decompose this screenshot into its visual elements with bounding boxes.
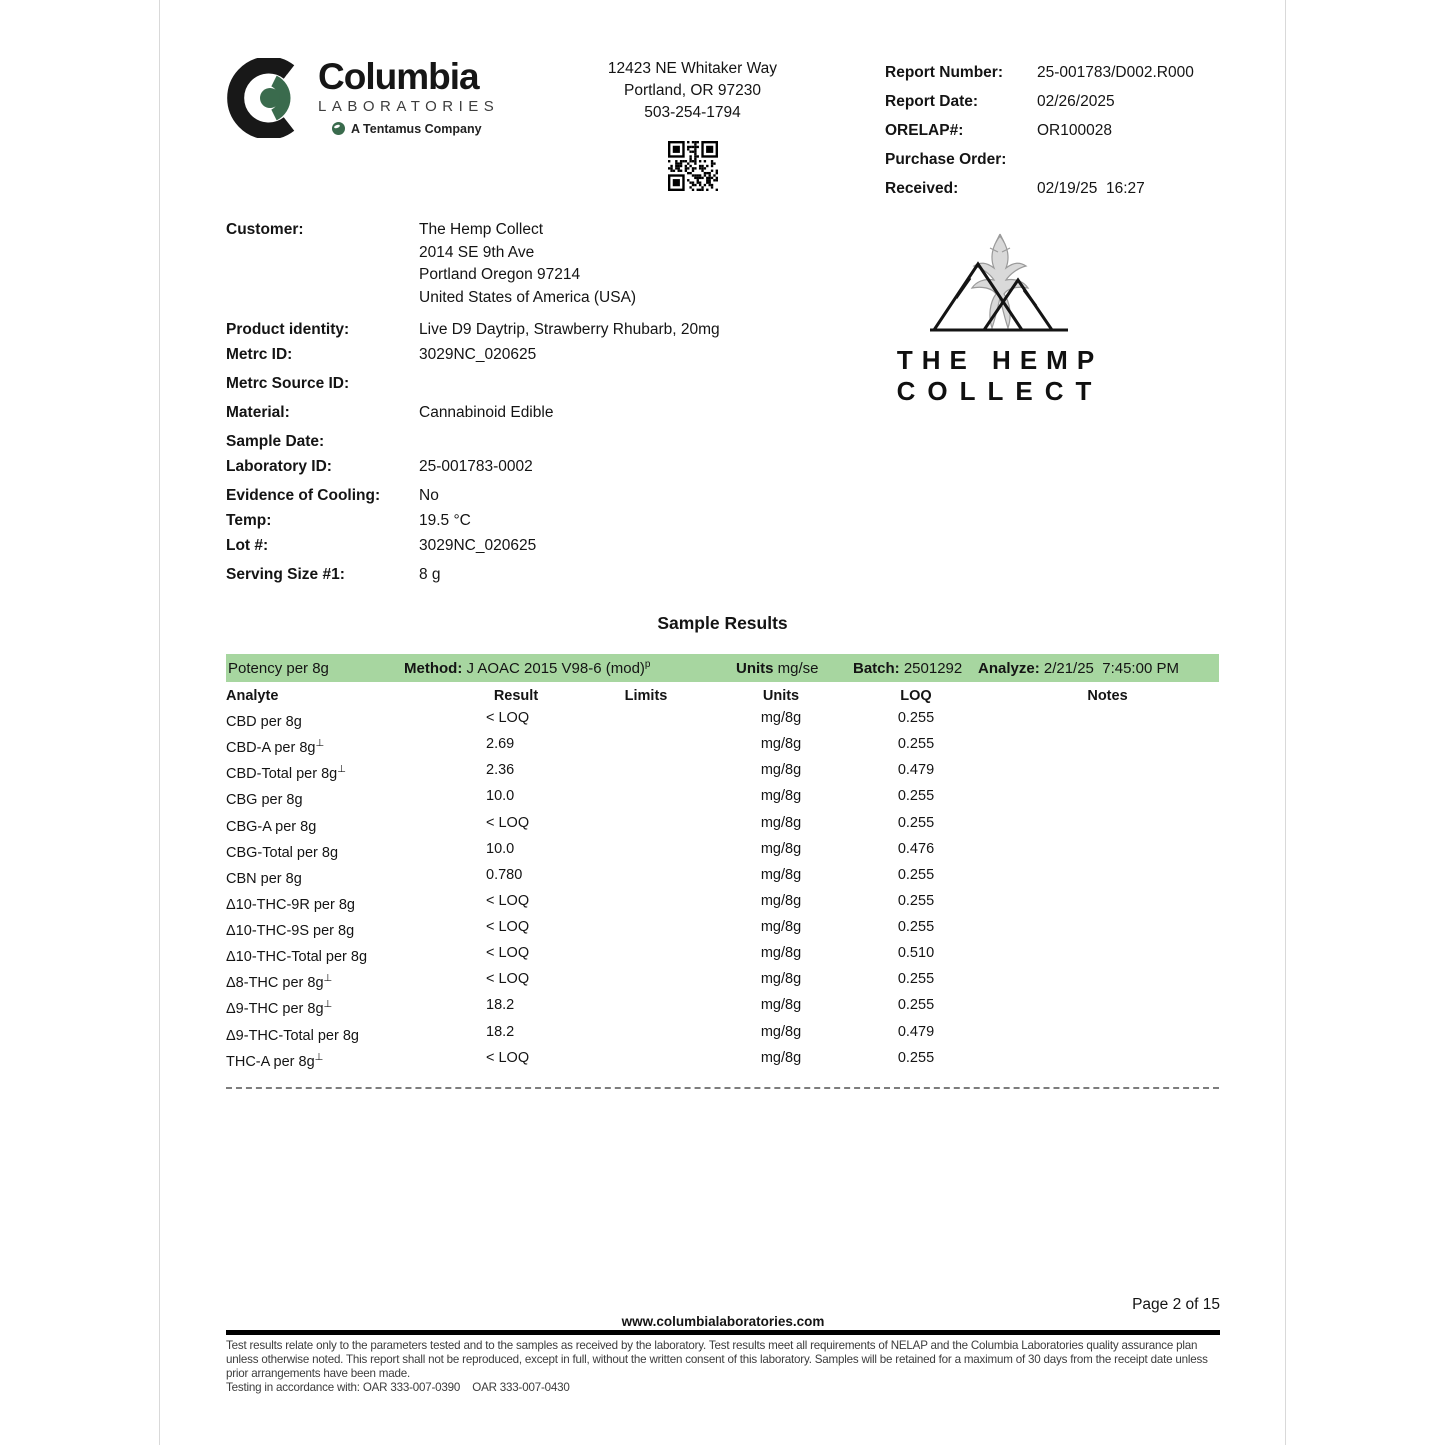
report-info-label: Received: <box>885 180 959 197</box>
hemp-logo-line2: COLLECT <box>896 376 1104 407</box>
units-cell: mg/8g <box>760 736 802 753</box>
notes-cell <box>996 733 1219 759</box>
logo-subtitle: LABORATORIES <box>318 97 500 115</box>
report-info-row <box>885 116 1219 145</box>
detail-field-label: Metrc ID: <box>226 346 293 363</box>
report-info-value: 02/26/2025 <box>1037 93 1115 110</box>
notes-cell <box>996 785 1219 811</box>
analyte-cell: CBD per 8g <box>226 713 302 730</box>
col-result: Result <box>493 688 539 704</box>
notes-cell <box>996 864 1219 890</box>
customer-address-line: 2014 SE 9th Ave <box>419 243 535 261</box>
loq-cell: 0.255 <box>897 919 935 935</box>
units-cell: mg/8g <box>760 762 802 779</box>
notes-cell <box>996 1021 1219 1047</box>
result-cell: < LOQ <box>486 919 530 935</box>
address-line: 503-254-1794 <box>644 104 741 121</box>
notes-cell <box>996 838 1219 864</box>
detail-field-label: Material: <box>226 404 290 421</box>
lab-address <box>526 58 859 203</box>
detail-field-value: 3029NC_020625 <box>419 346 537 363</box>
table-row <box>226 994 1219 1020</box>
address-line: Portland, OR 97230 <box>623 82 761 99</box>
col-notes: Notes <box>1087 688 1128 704</box>
units-cell: mg/8g <box>760 866 802 883</box>
notes-cell <box>996 1047 1219 1073</box>
loq-cell: 0.255 <box>897 710 935 726</box>
notes-cell <box>996 968 1219 994</box>
analyte-cell: Δ10-THC-Total per 8g <box>226 948 368 965</box>
units-cell: mg/8g <box>760 840 802 857</box>
result-cell: 18.2 <box>486 1023 515 1040</box>
table-row <box>226 838 1219 864</box>
limits-cell <box>566 864 726 890</box>
report-info-row <box>885 58 1219 87</box>
limits-cell <box>566 812 726 838</box>
detail-field-label: Product identity: <box>226 321 350 338</box>
detail-field-label: Laboratory ID: <box>226 458 332 475</box>
report-info <box>859 58 1219 203</box>
loq-cell: 0.476 <box>897 840 935 857</box>
potency-band <box>226 654 1219 682</box>
notes-cell <box>996 994 1219 1020</box>
report-info-label: Report Number: <box>885 64 1003 81</box>
table-row <box>226 707 1219 733</box>
notes-cell <box>996 916 1219 942</box>
col-loq: LOQ <box>900 688 932 704</box>
detail-field-row <box>226 508 1219 533</box>
loq-cell: 0.510 <box>897 945 935 962</box>
hemp-mountain-icon <box>920 327 1080 344</box>
limits-cell <box>566 1047 726 1073</box>
col-units: Units <box>762 688 800 704</box>
logo-name: Columbia <box>318 56 479 97</box>
limits-cell <box>566 1021 726 1047</box>
report-info-label: Purchase Order: <box>885 151 1007 168</box>
notes-cell <box>996 942 1219 968</box>
result-cell: < LOQ <box>486 710 530 726</box>
units-cell: mg/8g <box>760 814 802 831</box>
band-title: Potency per 8g <box>228 659 329 677</box>
website-link: www.columbialaboratories.com <box>621 1314 825 1329</box>
result-cell: 10.0 <box>486 840 515 857</box>
table-row <box>226 785 1219 811</box>
dashed-divider <box>226 1087 1219 1089</box>
analyte-cell: THC-A per 8g⊥ <box>226 1051 324 1070</box>
band-units: Units mg/se <box>736 659 819 677</box>
result-cell: 18.2 <box>486 997 515 1014</box>
result-cell: 2.36 <box>486 762 515 779</box>
detail-field-value: 19.5 °C <box>419 512 471 529</box>
result-cell: < LOQ <box>486 892 530 909</box>
customer-address-line: Portland Oregon 97214 <box>419 266 581 283</box>
footer-accordance: Testing in accordance with: OAR 333-007-0390 OAR 333-007-0430 <box>226 1381 570 1395</box>
result-cell: 0.780 <box>486 866 523 883</box>
analyte-cell: CBD-A per 8g⊥ <box>226 738 325 756</box>
units-cell: mg/8g <box>760 997 802 1014</box>
units-cell: mg/8g <box>760 971 802 988</box>
col-limits: Limits <box>624 688 668 704</box>
footer-rule <box>226 1330 1220 1335</box>
analyte-cell: Δ10-THC-9R per 8g <box>226 896 355 913</box>
detail-field-value: No <box>419 487 439 504</box>
analyte-cell: CBG per 8g <box>226 792 303 809</box>
analyte-cell: Δ9-THC-Total per 8g <box>226 1027 359 1044</box>
limits-cell <box>566 942 726 968</box>
result-cell: < LOQ <box>486 1049 530 1066</box>
detail-field-row <box>226 454 1219 479</box>
loq-cell: 0.255 <box>897 892 935 909</box>
detail-field-value: 3029NC_020625 <box>419 537 537 554</box>
detail-field-label: Lot #: <box>226 537 269 554</box>
tentamus-globe-icon <box>332 122 345 135</box>
detail-field-row <box>226 533 1219 558</box>
address-lines <box>526 58 859 124</box>
report-info-value: OR100028 <box>1037 122 1112 139</box>
results-table-body <box>226 707 1219 1073</box>
customer-address-line: The Hemp Collect <box>419 221 544 238</box>
loq-cell: 0.255 <box>897 788 935 805</box>
table-row <box>226 759 1219 785</box>
detail-field-value: Live D9 Daytrip, Strawberry Rhubarb, 20mg <box>419 321 720 338</box>
table-row <box>226 733 1219 759</box>
band-analyze: Analyze: 2/21/25 7:45:00 PM <box>978 659 1179 677</box>
table-row <box>226 916 1219 942</box>
units-cell: mg/8g <box>760 945 802 962</box>
table-row <box>226 1047 1219 1073</box>
analyte-cell: Δ9-THC per 8g⊥ <box>226 999 333 1018</box>
units-cell: mg/8g <box>760 710 802 726</box>
units-cell: mg/8g <box>760 1049 802 1066</box>
loq-cell: 0.479 <box>897 762 935 779</box>
hemp-collect-logo <box>875 228 1125 407</box>
results-table-header <box>226 682 1219 707</box>
detail-field-row <box>226 483 1219 508</box>
analyte-cell: CBG-A per 8g <box>226 818 317 835</box>
result-cell: < LOQ <box>486 814 530 831</box>
units-cell: mg/8g <box>760 1023 802 1040</box>
units-cell: mg/8g <box>760 892 802 909</box>
units-cell: mg/8g <box>760 788 802 805</box>
limits-cell <box>566 890 726 916</box>
table-row <box>226 890 1219 916</box>
result-cell: < LOQ <box>486 945 530 962</box>
analyte-cell: Δ10-THC-9S per 8g <box>226 922 355 939</box>
detail-field-row <box>226 562 1219 587</box>
col-analyte: Analyte <box>226 688 279 704</box>
report-info-row <box>885 87 1219 116</box>
report-info-row <box>885 174 1219 203</box>
detail-field-value: 8 g <box>419 566 441 583</box>
limits-cell <box>566 707 726 733</box>
table-row <box>226 942 1219 968</box>
columbia-emblem-icon <box>226 58 310 143</box>
limits-cell <box>566 733 726 759</box>
detail-field-value: 25-001783-0002 <box>419 458 533 475</box>
limits-cell <box>566 759 726 785</box>
columbia-logo <box>226 58 526 203</box>
band-method: Method: J AOAC 2015 V98-6 (mod)$^p$ <box>404 659 651 677</box>
units-cell: mg/8g <box>760 919 802 935</box>
analyte-cell: CBN per 8g <box>226 870 302 887</box>
page-number: Page 2 of 15 <box>1132 1296 1220 1313</box>
hemp-logo-line1: THE HEMP <box>896 345 1104 375</box>
notes-cell <box>996 759 1219 785</box>
loq-cell: 0.255 <box>897 814 935 831</box>
address-line: 12423 NE Whitaker Way <box>607 60 778 77</box>
section-title: Sample Results <box>657 613 788 633</box>
footer-disclaimer: Test results relate only to the parameters tested and to the samples as received by the laboratory. Test results meet all requirements of NELAP and the Columbia Laboratories quality assurance plan unless otherwise noted. This report shall not be reproduced, except in full, without the written consent of this laboratory. Samples will be retained for a maximum of 30 days from the receipt date unless prior arrangements have been made. <box>226 1339 1208 1380</box>
limits-cell <box>566 785 726 811</box>
loq-cell: 0.479 <box>897 1023 935 1040</box>
detail-field-label: Sample Date: <box>226 433 325 450</box>
limits-cell <box>566 838 726 864</box>
notes-cell <box>996 707 1219 733</box>
loq-cell: 0.255 <box>897 1049 935 1066</box>
result-cell: < LOQ <box>486 971 530 988</box>
table-row <box>226 864 1219 890</box>
loq-cell: 0.255 <box>897 997 935 1014</box>
notes-cell <box>996 812 1219 838</box>
report-info-value: 25-001783/D002.R000 <box>1037 64 1194 81</box>
loq-cell: 0.255 <box>897 866 935 883</box>
table-row <box>226 812 1219 838</box>
limits-cell <box>566 916 726 942</box>
limits-cell <box>566 994 726 1020</box>
customer-address-line: United States of America (USA) <box>419 288 637 306</box>
customer-label: Customer: <box>226 221 304 238</box>
analyte-cell: CBG-Total per 8g <box>226 844 339 861</box>
qr-code <box>668 141 718 191</box>
table-row <box>226 968 1219 994</box>
detail-field-label: Serving Size #1: <box>226 566 345 583</box>
report-info-label: ORELAP#: <box>885 122 964 139</box>
band-batch: Batch: 2501292 <box>853 659 963 677</box>
footer <box>226 1296 1220 1395</box>
header <box>226 58 1219 203</box>
report-info-row <box>885 145 1219 174</box>
logo-tagline: A Tentamus Company <box>332 122 499 136</box>
analyte-cell: CBD-Total per 8g⊥ <box>226 764 346 783</box>
result-cell: 10.0 <box>486 788 515 805</box>
detail-field-label: Metrc Source ID: <box>226 375 350 392</box>
table-row <box>226 1021 1219 1047</box>
notes-cell <box>996 890 1219 916</box>
detail-field-row <box>226 429 1219 454</box>
coa-document <box>159 0 1286 1445</box>
limits-cell <box>566 968 726 994</box>
customer-address <box>419 219 636 309</box>
report-info-value: 02/19/25 16:27 <box>1037 180 1145 197</box>
detail-field-label: Evidence of Cooling: <box>226 487 381 504</box>
detail-field-value: Cannabinoid Edible <box>419 404 554 421</box>
report-info-label: Report Date: <box>885 93 979 110</box>
loq-cell: 0.255 <box>897 736 935 753</box>
analyte-cell: Δ8-THC per 8g⊥ <box>226 973 333 992</box>
detail-field-label: Temp: <box>226 512 272 529</box>
result-cell: 2.69 <box>486 736 515 753</box>
loq-cell: 0.255 <box>897 971 935 988</box>
